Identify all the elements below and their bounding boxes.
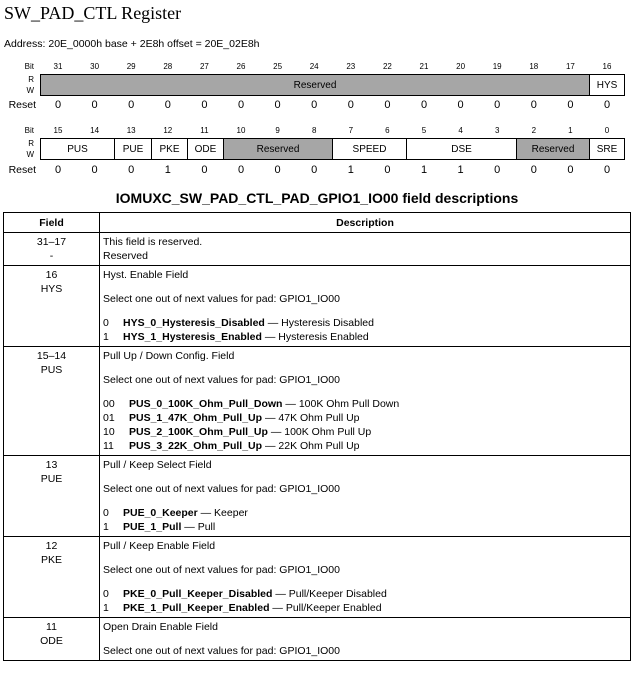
select-text: Select one out of next values for pad: GPIO1_IO00 — [103, 374, 340, 386]
field-cell — [4, 537, 100, 618]
pus-field: PUS — [40, 138, 115, 160]
reset-value: 0 — [201, 99, 208, 111]
table-title: IOMUXC_SW_PAD_CTL_PAD_GPIO1_IO00 field descriptions — [115, 190, 519, 206]
bit-number: 19 — [492, 62, 502, 71]
reset-value: 0 — [567, 164, 574, 176]
reset-value: 0 — [311, 99, 318, 111]
dse-field: DSE — [406, 138, 517, 160]
bit-number: 7 — [348, 126, 354, 135]
bit-number: 10 — [236, 126, 246, 135]
w-label: W — [26, 150, 34, 159]
reset-value: 0 — [311, 164, 318, 176]
reset-value: 0 — [530, 164, 537, 176]
reset-value: 0 — [237, 164, 245, 176]
table-row — [4, 266, 631, 347]
table-row — [4, 456, 631, 537]
description-cell — [100, 618, 631, 661]
bit-number: 3 — [494, 126, 500, 135]
r-label: R — [28, 139, 34, 148]
field-cell — [4, 266, 100, 347]
description-cell — [100, 347, 631, 456]
bit-number: 14 — [90, 126, 100, 135]
select-text: Select one out of next values for pad: GPIO1_IO00 — [103, 645, 340, 657]
field-bits: 13 — [45, 459, 58, 471]
bit-number: 31 — [53, 62, 63, 71]
field-cell — [4, 347, 100, 456]
description-text: Open Drain Enable Field — [103, 621, 218, 633]
description-text: Pull Up / Down Config. Field — [103, 350, 235, 362]
field-name: PKE — [40, 554, 62, 566]
bit-number: 29 — [126, 62, 136, 71]
reset-value: 1 — [347, 164, 354, 176]
ode-field: ODE — [187, 138, 224, 160]
select-text: Select one out of next values for pad: GPIO1_IO00 — [103, 564, 340, 576]
field-bits: 12 — [45, 540, 58, 552]
reset-value: 0 — [91, 99, 98, 111]
sre-field: SRE — [589, 138, 625, 160]
bit-number: 8 — [311, 126, 317, 135]
select-text: Select one out of next values for pad: GPIO1_IO00 — [103, 483, 340, 495]
bit-number: 15 — [53, 126, 63, 135]
page-title: SW_PAD_CTL Register — [4, 3, 182, 23]
bit-number: 25 — [273, 62, 283, 71]
bit-number: 22 — [382, 62, 392, 71]
description-cell — [100, 233, 631, 266]
reset-value: 0 — [54, 99, 62, 111]
field-cell — [4, 233, 100, 266]
reset-label: Reset — [8, 99, 36, 111]
value-option: 1 HYS_1_Hysteresis_Enabled — Hysteresis Enabled — [103, 331, 369, 343]
reset-value: 0 — [567, 99, 574, 111]
bit-number: 5 — [421, 126, 427, 135]
bit-number: 6 — [385, 126, 390, 135]
bit-number: 11 — [200, 126, 209, 135]
field-descriptions-table — [3, 212, 631, 661]
reset-value: 0 — [347, 99, 354, 111]
description-text: Pull / Keep Enable Field — [103, 540, 216, 552]
field-name: ODE — [40, 635, 63, 647]
field-name: HYS — [40, 283, 63, 295]
value-option: 1 PUE_1_Pull — Pull — [103, 521, 216, 533]
field-name: PUE — [40, 473, 63, 485]
reset-value: 0 — [420, 99, 428, 111]
bit-number: 27 — [199, 62, 209, 71]
bit-number: 1 — [568, 126, 573, 135]
bit-number: 17 — [565, 62, 575, 71]
field-cell — [4, 456, 100, 537]
value-option: 11 PUS_3_22K_Ohm_Pull_Up — 22K Ohm Pull Up — [103, 440, 360, 452]
table-row — [4, 233, 631, 266]
description-text: This field is reserved. — [103, 236, 203, 248]
reset-value: 0 — [384, 99, 391, 111]
speed-field: SPEED — [332, 138, 407, 160]
table-row — [4, 618, 631, 661]
bit-number: 30 — [90, 62, 100, 71]
reset-label: Reset — [8, 164, 36, 176]
value-option: 0 PKE_0_Pull_Keeper_Disabled — Pull/Keeper Disabled — [103, 588, 387, 600]
reset-value: 1 — [420, 164, 428, 176]
reset-value: 0 — [128, 99, 135, 111]
table-row — [4, 347, 631, 456]
w-label: W — [26, 86, 34, 95]
reserved-field: Reserved — [40, 74, 590, 96]
description-text: Hyst. Enable Field — [103, 269, 189, 281]
bit-label: Bit — [24, 62, 34, 71]
bit-number: 20 — [456, 62, 466, 71]
bit-number: 18 — [529, 62, 539, 71]
bit-number: 2 — [531, 126, 537, 135]
bit-number: 21 — [419, 62, 429, 71]
reset-value: 0 — [494, 164, 501, 176]
bit-label: Bit — [24, 126, 34, 135]
bit-number: 4 — [458, 126, 463, 135]
field-bits: 16 — [45, 269, 58, 281]
hys-field: HYS — [589, 74, 625, 96]
reset-value: 0 — [91, 164, 98, 176]
pke-field: PKE — [151, 138, 188, 160]
description-text: Reserved — [103, 250, 148, 262]
description-text: Pull / Keep Select Field — [103, 459, 212, 471]
value-option: 0 HYS_0_Hysteresis_Disabled — Hysteresis Disabled — [103, 317, 374, 329]
bit-number: 28 — [163, 62, 173, 71]
description-cell — [100, 537, 631, 618]
description-cell — [100, 266, 631, 347]
value-option: 0 PUE_0_Keeper — Keeper — [103, 507, 248, 519]
reset-value: 0 — [603, 99, 611, 111]
bit-number: 24 — [309, 62, 319, 71]
reset-value: 0 — [274, 99, 281, 111]
value-option: 00 PUS_0_100K_Ohm_Pull_Down — 100K Ohm Pull Down — [103, 398, 400, 410]
field-cell — [4, 618, 100, 661]
value-option: 10 PUS_2_100K_Ohm_Pull_Up — 100K Ohm Pull Up — [103, 426, 372, 438]
field-name: - — [49, 250, 54, 262]
reset-value: 0 — [164, 99, 171, 111]
field-header: Field — [4, 213, 100, 233]
field-bits: 11 — [46, 621, 57, 633]
reset-value: 1 — [164, 164, 171, 176]
field-name: PUS — [40, 364, 63, 376]
bit-number: 9 — [275, 126, 280, 135]
field-bits: 31–17 — [36, 236, 67, 248]
reset-value: 0 — [274, 164, 281, 176]
table-row — [4, 537, 631, 618]
reset-value: 0 — [54, 164, 62, 176]
pue-field: PUE — [114, 138, 152, 160]
reset-value: 0 — [237, 99, 245, 111]
field-bits: 15–14 — [36, 350, 67, 362]
bit-number: 13 — [126, 126, 136, 135]
reset-value: 0 — [457, 99, 464, 111]
description-cell — [100, 456, 631, 537]
value-option: 01 PUS_1_47K_Ohm_Pull_Up — 47K Ohm Pull Up — [103, 412, 360, 424]
description-header: Description — [100, 213, 631, 233]
register-address: Address: 20E_0000h base + 2E8h offset = 20E_02E8h — [4, 38, 260, 50]
value-option: 1 PKE_1_Pull_Keeper_Enabled — Pull/Keeper Enabled — [103, 602, 382, 614]
reset-value: 0 — [530, 99, 537, 111]
bit-number: 26 — [236, 62, 246, 71]
reset-value: 0 — [384, 164, 391, 176]
reserved-field: Reserved — [223, 138, 333, 160]
r-label: R — [28, 75, 34, 84]
select-text: Select one out of next values for pad: GPIO1_IO00 — [103, 293, 340, 305]
bit-number: 16 — [602, 62, 612, 71]
reserved-field: Reserved — [516, 138, 590, 160]
reset-value: 0 — [603, 164, 611, 176]
reset-value: 0 — [128, 164, 135, 176]
reset-value: 0 — [201, 164, 208, 176]
bit-number: 23 — [346, 62, 356, 71]
reset-value: 0 — [494, 99, 501, 111]
bit-number: 0 — [604, 126, 610, 135]
bit-number: 12 — [163, 126, 173, 135]
reset-value: 1 — [457, 164, 464, 176]
